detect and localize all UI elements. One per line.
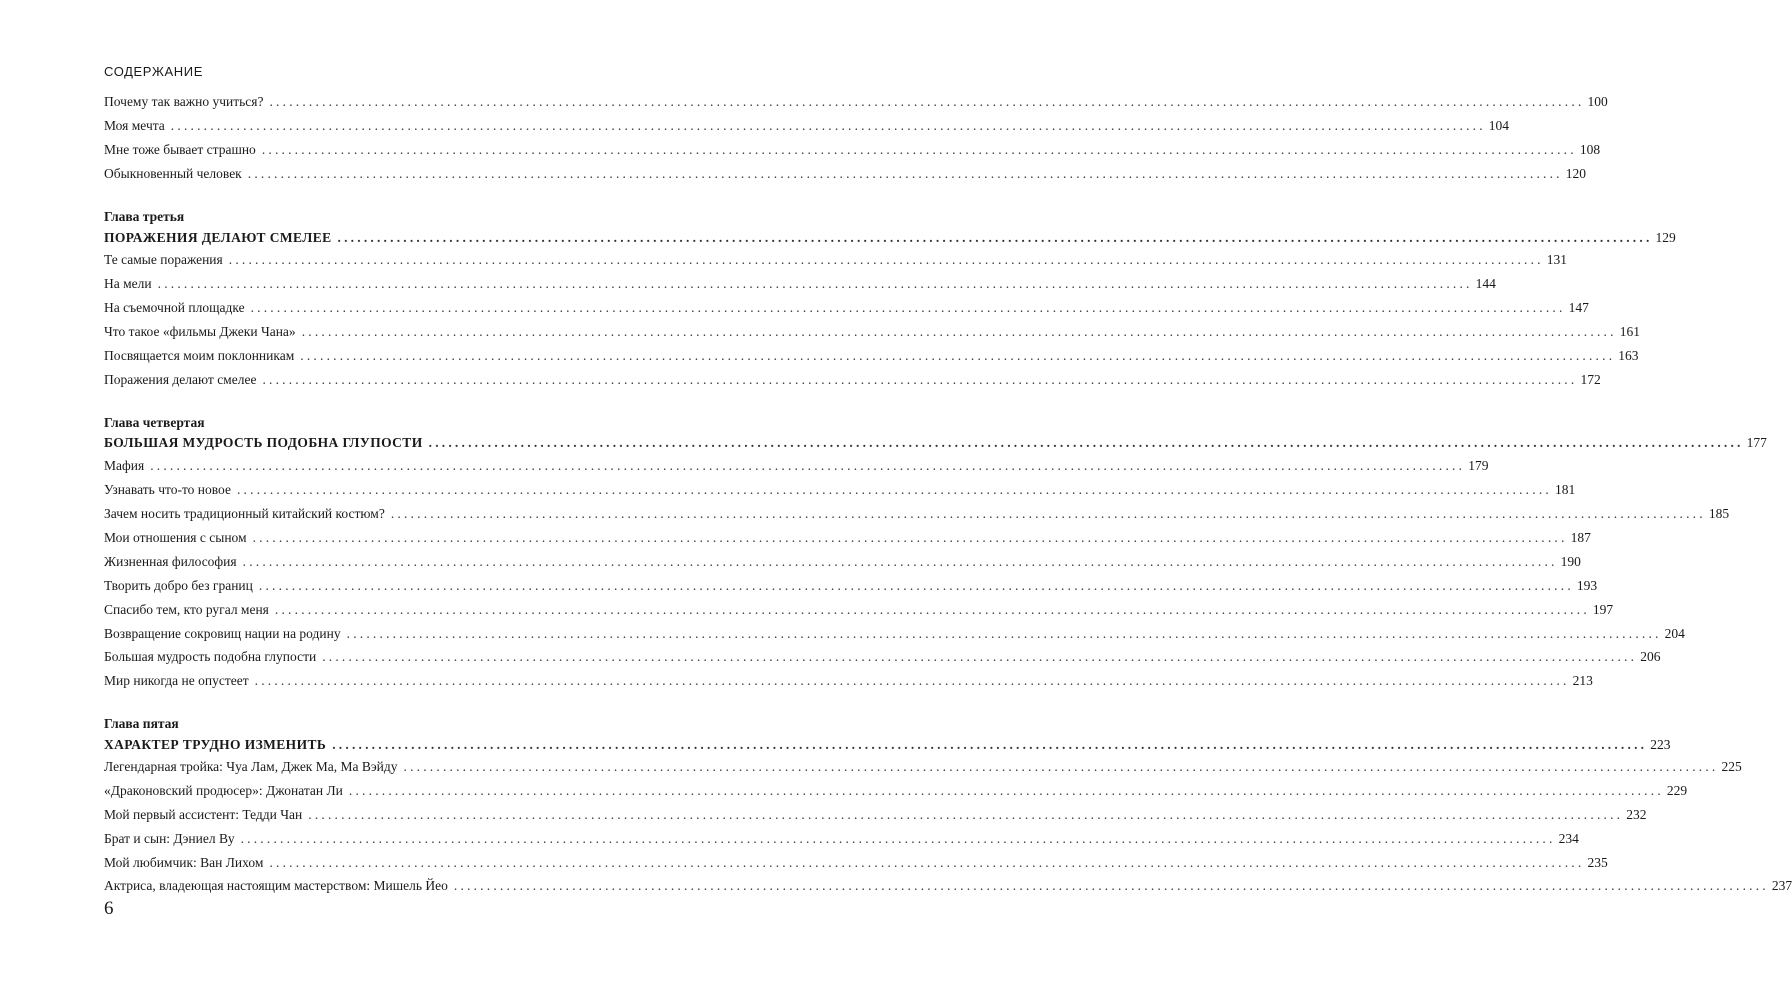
- toc-entry: [104, 322, 1640, 342]
- toc-entry: [104, 346, 1639, 366]
- entry-title: На мели: [104, 276, 152, 291]
- entry-title: Мафия: [104, 458, 145, 473]
- dot-leader: ........................................................................................................................................................................................................: [403, 759, 1719, 774]
- toc-entry: [104, 298, 1589, 318]
- chapter-label: Глава пятая: [104, 716, 179, 731]
- toc-entry: [104, 757, 1742, 777]
- dot-leader: ........................................................................................................................................................................................................: [247, 166, 1563, 181]
- dot-leader: ........................................................................................................................................................................................................: [236, 482, 1552, 497]
- toc-entry: [104, 140, 1601, 160]
- entry-title: Обыкновенный человек: [104, 166, 242, 181]
- dot-leader: ........................................................................................................................................................................................................: [390, 506, 1706, 521]
- entry-title: Мои отношения с сыном: [104, 530, 247, 545]
- dot-leader: ........................................................................................................................................................................................................: [348, 783, 1664, 798]
- dot-leader: ........................................................................................................................................................................................................: [269, 855, 1585, 870]
- entry-page: 104: [1488, 118, 1510, 133]
- toc-entry: [104, 92, 1608, 112]
- entry-title: На съемочной площадке: [104, 300, 245, 315]
- toc-entry: [104, 164, 1586, 184]
- entry-page: 108: [1579, 142, 1601, 157]
- toc-entry: [104, 829, 1579, 849]
- entry-title: Брат и сын: Дэниел Ву: [104, 831, 235, 846]
- toc-entry: [104, 274, 1496, 294]
- entry-page: 234: [1558, 831, 1579, 846]
- entry-page: 147: [1568, 300, 1589, 315]
- dot-leader: ........................................................................................................................................................................................................: [269, 94, 1585, 109]
- dot-leader: ........................................................................................................................................................................................................: [250, 300, 1566, 315]
- toc-entry: [104, 116, 1510, 136]
- entry-title: «Драконовский продюсер»: Джонатан Ли: [104, 783, 343, 798]
- dot-leader: ........................................................................................................................................................................................................: [308, 807, 1624, 822]
- entry-page: 100: [1587, 94, 1608, 109]
- dot-leader: ........................................................................................................................................................................................................: [274, 602, 1590, 617]
- dot-leader: ........................................................................................................................................................................................................: [252, 530, 1568, 545]
- toc-entry: [104, 876, 1792, 896]
- dot-leader: ........................................................................................................................................................................................................: [150, 458, 1466, 473]
- entry-page: 197: [1592, 602, 1614, 617]
- entry-page: 120: [1565, 166, 1586, 181]
- dot-leader: ........................................................................................................................................................................................................: [258, 578, 1574, 593]
- entry-page: 172: [1580, 372, 1601, 387]
- entry-page: 225: [1721, 759, 1742, 774]
- toc-entry: [104, 504, 1730, 524]
- entry-page: 206: [1640, 649, 1661, 664]
- dot-leader: ........................................................................................................................................................................................................: [254, 673, 1570, 688]
- entry-title: Мир никогда не опустеет: [104, 673, 249, 688]
- entry-title: Большая мудрость подобна глупости: [104, 649, 317, 664]
- toc-entry: [104, 528, 1591, 548]
- dot-leader: ........................................................................................................................................................................................................: [300, 348, 1616, 363]
- chapter-title-row: [104, 735, 1671, 755]
- entry-page: 181: [1554, 482, 1576, 497]
- entry-page: 204: [1664, 626, 1685, 641]
- toc-entry: [104, 805, 1647, 825]
- entry-page: 161: [1619, 324, 1640, 339]
- dot-leader: ........................................................................................................................................................................................................: [228, 252, 1544, 267]
- entry-page: 179: [1468, 458, 1489, 473]
- entry-title: Спасибо тем, кто ругал меня: [104, 602, 269, 617]
- entry-page: 187: [1570, 530, 1591, 545]
- chapter-page: 129: [1655, 230, 1676, 245]
- page-number: 6: [104, 898, 114, 919]
- entry-title: Зачем носить традиционный китайский костюм?: [104, 506, 385, 521]
- entry-page: 232: [1626, 807, 1647, 822]
- chapter-title-row: [104, 433, 1767, 453]
- entry-title: Мой первый ассистент: Тедди Чан: [104, 807, 303, 822]
- dot-leader: ........................................................................................................................................................................................................: [301, 324, 1617, 339]
- entry-title: Моя мечта: [104, 118, 165, 133]
- entry-title: Мой любимчик: Ван Лихом: [104, 855, 264, 870]
- entry-page: 237: [1771, 878, 1792, 893]
- dot-leader: ........................................................................................................................................................................................................: [261, 142, 1577, 157]
- entry-title: Поражения делают смелее: [104, 372, 257, 387]
- toc-entry: [104, 456, 1489, 476]
- dot-leader: ........................................................................................................................................................................................................: [453, 878, 1769, 893]
- toc-entry: [104, 552, 1581, 572]
- entry-page: 131: [1546, 252, 1567, 267]
- toc-entry: [104, 600, 1614, 620]
- chapter-title: ПОРАЖЕНИЯ ДЕЛАЮТ СМЕЛЕЕ: [104, 230, 332, 245]
- toc-entry: [104, 853, 1608, 873]
- entry-page: 190: [1560, 554, 1581, 569]
- page-header: СОДЕРЖАНИЕ: [104, 64, 204, 79]
- entry-title: Творить добро без границ: [104, 578, 253, 593]
- chapter-title-row: [104, 228, 1676, 248]
- chapter-title: БОЛЬШАЯ МУДРОСТЬ ПОДОБНА ГЛУПОСТИ: [104, 435, 423, 450]
- entry-title: Актриса, владеющая настоящим мастерством: Мишель Йео: [104, 878, 448, 893]
- dot-leader: ........................................................................................................................................................................................................: [332, 737, 1648, 752]
- entry-title: Узнавать что-то новое: [104, 482, 231, 497]
- chapter-title: ХАРАКТЕР ТРУДНО ИЗМЕНИТЬ: [104, 737, 327, 752]
- toc-entry: [104, 480, 1576, 500]
- entry-page: 185: [1708, 506, 1730, 521]
- entry-page: 229: [1666, 783, 1688, 798]
- toc-entry: [104, 647, 1661, 667]
- dot-leader: ........................................................................................................................................................................................................: [242, 554, 1558, 569]
- dot-leader: ........................................................................................................................................................................................................: [322, 649, 1638, 664]
- dot-leader: ........................................................................................................................................................................................................: [240, 831, 1556, 846]
- toc-entry: [104, 781, 1688, 801]
- entry-page: 163: [1618, 348, 1639, 363]
- toc-entry: [104, 671, 1593, 691]
- entry-page: 235: [1587, 855, 1608, 870]
- entry-title: Жизненная философия: [104, 554, 237, 569]
- entry-title: Те самые поражения: [104, 252, 223, 267]
- entry-page: 213: [1572, 673, 1593, 688]
- chapter-page: 177: [1746, 435, 1767, 450]
- entry-page: 144: [1475, 276, 1496, 291]
- dot-leader: ........................................................................................................................................................................................................: [428, 435, 1744, 450]
- entry-title: Легендарная тройка: Чуа Лам, Джек Ма, Ма Вэйду: [104, 759, 398, 774]
- entry-title: Возвращение сокровищ нации на родину: [104, 626, 341, 641]
- entry-page: 193: [1576, 578, 1598, 593]
- toc-entry: [104, 576, 1598, 596]
- chapter-page: 223: [1650, 737, 1671, 752]
- toc-entry: [104, 370, 1601, 390]
- toc-entry: [104, 250, 1567, 270]
- entry-title: Почему так важно учиться?: [104, 94, 264, 109]
- toc-entry: [104, 624, 1685, 644]
- entry-title: Мне тоже бывает страшно: [104, 142, 256, 157]
- chapter-label: Глава четвертая: [104, 415, 205, 430]
- dot-leader: ........................................................................................................................................................................................................: [262, 372, 1578, 387]
- toc-page: [104, 0, 1792, 1000]
- dot-leader: ........................................................................................................................................................................................................: [170, 118, 1486, 133]
- dot-leader: ........................................................................................................................................................................................................: [157, 276, 1473, 291]
- dot-leader: ........................................................................................................................................................................................................: [346, 626, 1662, 641]
- entry-title: Что такое «фильмы Джеки Чана»: [104, 324, 296, 339]
- chapter-label: Глава третья: [104, 209, 185, 224]
- entry-title: Посвящается моим поклонникам: [104, 348, 295, 363]
- dot-leader: ........................................................................................................................................................................................................: [337, 230, 1653, 245]
